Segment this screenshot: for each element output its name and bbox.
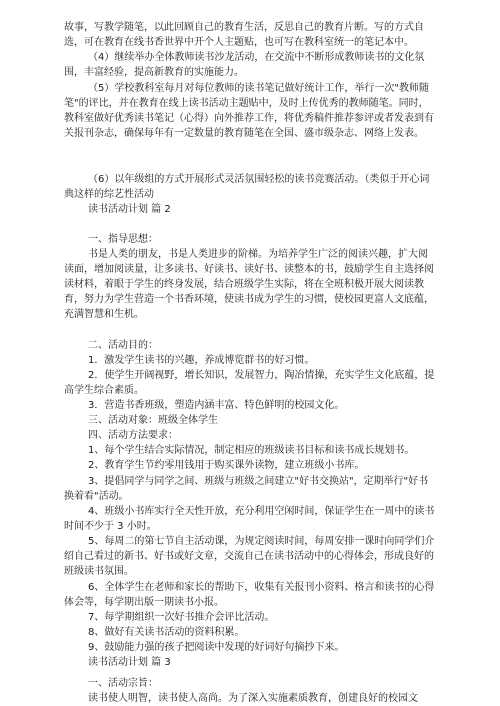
heading-activity-aim: 一、活动宗旨： <box>88 678 158 689</box>
method-item-9: 9、鼓励能力强的孩子把阅读中发现的好词好句摘抄下来。 <box>88 642 345 653</box>
section-title-plan-2: 读书活动计划 篇 2 <box>88 204 171 215</box>
method-item-7: 7、每学期组织一次好书推介会评比活动。 <box>88 612 275 623</box>
heading-activity-methods: 四、活动方法要求： <box>88 430 178 441</box>
paragraph-reflection-writing: 故事，写教学随笔，以此回顾自己的教育生活，反思自己的教育片断。写的方式自选，可在教育在线书香世界中开个人主题贴，也可写在教科室统一的笔记本中。 <box>64 22 424 48</box>
paragraph-activity-aim: 读书使人明智，读书使人高尚。为了深入实施素质教育，创建良好的校园文 <box>88 693 418 704</box>
method-item-6: 6、全体学生在老师和家长的帮助下，收集有关报刊小资料、格言和读书的心得体会等，每学期出版一期读书小报。 <box>64 582 435 608</box>
paragraph-guiding-thought: 书是人类的朋友，书是人类进步的阶梯。为培养学生广泛的阅读兴趣，扩大阅读面，增加阅读量，让多读书、好读书、读好书、读整本的书，鼓励学生自主选择阅读材料，着眼于学生的终身发展，结合班级学生实际，将在全班积极开展大阅读教育，努力为学生营造一个书香环境，使读书成为学生的习惯，使校园更富人文底蕴，充满智慧和生机。 <box>64 249 434 320</box>
method-item-1: 1、每个学生结合实际情况，制定相应的班级读书目标和读书成长规划书。 <box>88 445 415 456</box>
paragraph-monthly-statistics: （5）学校教科室每月对每位教师的读书笔记做好统计工作，举行一次"教师随笔"的评比，并在教育在线上读书活动主题贴中，及时上传优秀的教师随笔。同时，教科室做好优秀读书笔记（心得）向外推荐工作，将优秀稿件推荐参评或者发表到有关报刊杂志，确保每年有一定数量的教育随笔在全国、盛市级杂志、网络上发表。 <box>64 83 434 139</box>
purpose-item-1: 1．激发学生读书的兴趣，养成博览群书的好习惯。 <box>88 355 315 366</box>
method-item-3: 3、提倡同学与同学之间、班级与班级之间建立"好书交换站"，定期举行"好书换着看"活动。 <box>64 476 429 502</box>
paragraph-reading-salon: （4）继续举办全体教师读书沙龙活动，在交流中不断形成教师读书的文化氛围，丰富经验，提高新教育的实施能力。 <box>64 52 425 78</box>
section-title-plan-3: 读书活动计划 篇 3 <box>88 657 171 668</box>
method-item-2: 2、教育学生节约零用钱用于购买课外读物，建立班级小书库。 <box>88 460 365 471</box>
purpose-item-3: 3．营造书香班级，塑造内涵丰富、特色鲜明的校园文化。 <box>88 400 345 411</box>
paragraph-grade-competition: （6）以年级组的方式开展形式灵活氛围轻松的读书竞赛活动。（类似于开心词典这样的综艺性活动 <box>64 174 430 200</box>
method-item-5: 5、每周二的第七节自主活动课，为规定阅读时间，每周安排一课时向同学们介绍自己看过的新书、好书或好文章，交流自己在读书活动中的心得体会，形成良好的班级读书氛围。 <box>64 536 435 577</box>
method-item-4: 4、班级小书库实行全天性开放，充分利用空闲时间，保证学生在一周中的读书时间不少于 3 小时。 <box>64 506 435 532</box>
heading-guiding-thought: 一、指导思想： <box>88 234 158 245</box>
heading-activity-purpose: 二、活动目的： <box>88 340 158 351</box>
heading-activity-target: 三、活动对象：班级全体学生 <box>88 415 218 426</box>
purpose-item-2: 2．使学生开阔视野，增长知识，发展智力，陶冶情操，充实学生文化底蕴，提高学生综合素质。 <box>64 370 435 396</box>
method-item-8: 8、做好有关读书活动的资料积累。 <box>88 627 245 638</box>
